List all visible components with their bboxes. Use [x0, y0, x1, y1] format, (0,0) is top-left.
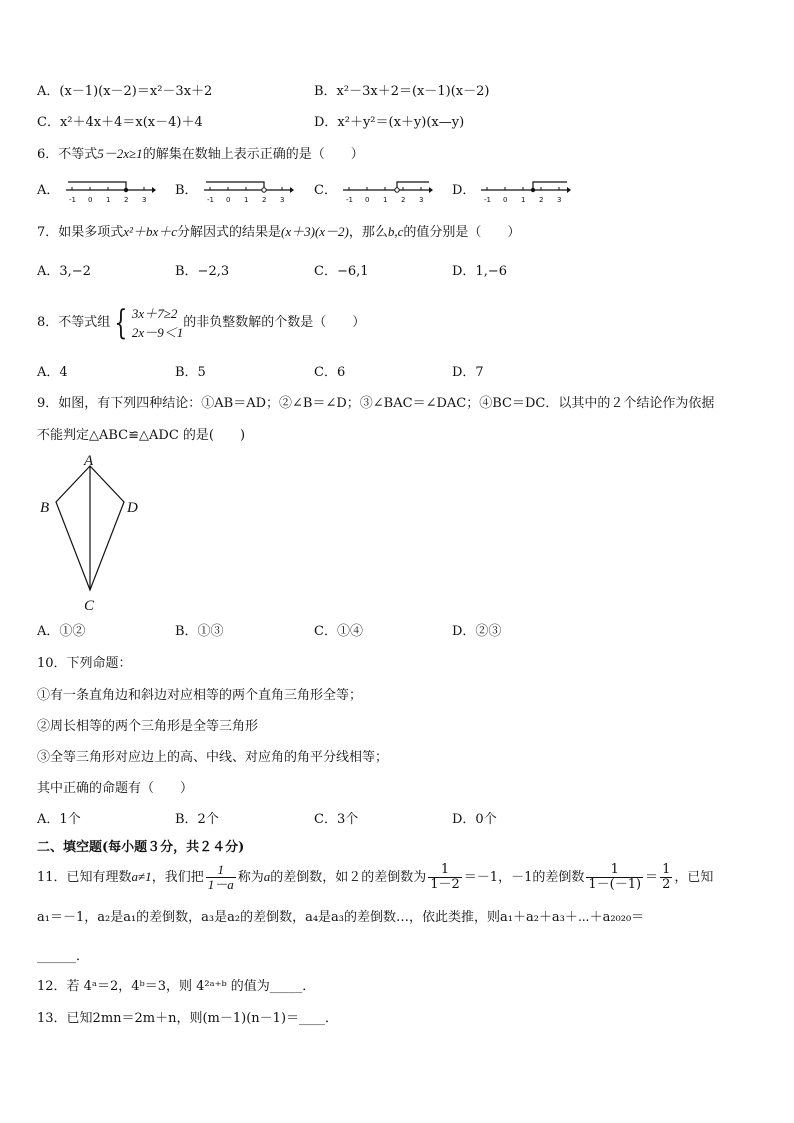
tick-label: 1: [521, 196, 526, 204]
q11-text: ，已知: [674, 870, 714, 885]
tick-label: -1: [207, 196, 214, 204]
tick-label: 1: [383, 196, 388, 204]
q11-line-2: a₁＝－1，a₂是a₁的差倒数，a₃是a₂的差倒数，a₄是a₃的差倒数…，依此类推，则a₁＋a₂＋a₃＋⋯＋a₂₀₂₀＝: [37, 910, 645, 925]
q11-denominator: 2: [662, 877, 671, 892]
tick-label: 1: [244, 196, 249, 204]
q7-expr-bc: b,c: [387, 224, 404, 239]
q11-expr: a≠1: [131, 869, 152, 884]
q11-line-1: [37, 860, 713, 895]
q11-numerator: 1: [206, 863, 236, 878]
q7-text: 分解因式的结果是: [177, 225, 282, 240]
tick-label: -1: [346, 196, 353, 204]
q6-numberline-c: [339, 176, 433, 204]
q11-text: 称为: [237, 870, 264, 885]
q6-label-c: C．: [314, 183, 337, 198]
q10-option-c: C．3个: [314, 812, 359, 827]
q9-option-b: B．①③: [175, 624, 224, 639]
q7-option-d: D．1,−6: [452, 264, 507, 279]
q11-text: 11．已知有理数: [37, 870, 132, 885]
q11-fraction-ex1: [428, 863, 462, 892]
vertex-label-b: B: [40, 500, 50, 516]
q6-numberline-b: [200, 176, 294, 204]
q7-text: ，那么: [348, 225, 388, 240]
q7-stem: [37, 223, 520, 242]
q11-expr: ＝－1: [463, 870, 499, 885]
section-title-fill-in: 二、填空题(每小题３分，共２４分): [37, 840, 245, 855]
q7-text: 7．如果多项式: [37, 225, 124, 240]
tick-label: -1: [69, 196, 76, 204]
q11-blank: ______．: [37, 949, 90, 964]
q10-statement-1: ①有一条直角边和斜边对应相等的两个直角三角形全等；: [37, 688, 363, 703]
q11-denominator: 1－2: [430, 877, 460, 892]
q8-option-a: A．4: [37, 365, 68, 380]
q6-label-d: D．: [452, 183, 476, 198]
tick-label: -1: [484, 196, 491, 204]
q9-option-a: A．①②: [37, 624, 86, 639]
q11-fraction-ex2: [586, 863, 643, 892]
tick-label: 0: [503, 196, 508, 204]
q6-label-a: A．: [37, 183, 60, 198]
q10-stem: 10．下列命题：: [37, 656, 132, 671]
q7-option-a: A．3,−2: [37, 264, 91, 279]
q9-line-2: 不能判定△ABC≌△ADC 的是( ): [37, 428, 246, 443]
q6-numberline-a: [62, 176, 156, 204]
q12-text: 12．若 4ᵃ＝2，4ᵇ＝3，则 4²ᵃ⁺ᵇ 的值为_____．: [37, 979, 316, 994]
tick-label: 0: [226, 196, 231, 204]
q11-text: ，我们把: [151, 870, 204, 885]
q10-statement-3: ③全等三角形对应边上的高、中线、对应角的角平分线相等；: [37, 750, 389, 765]
q10-option-d: D．0个: [452, 812, 497, 827]
tick-label: 3: [557, 196, 562, 204]
q7-expr-poly: x²＋bx＋c: [123, 224, 177, 239]
tick-label: 0: [365, 196, 370, 204]
q11-denominator: 1－(－1): [588, 877, 642, 892]
vertex-label-c: C: [84, 598, 95, 614]
vertex-label-a: A: [84, 453, 94, 469]
q8-stem: [37, 304, 365, 342]
q10-option-b: B．2个: [175, 812, 219, 827]
q11-numerator: 1: [428, 863, 462, 878]
q11-numerator: 1: [586, 863, 643, 878]
q9-option-c: C．①④: [314, 624, 363, 639]
q5-option-b: B．x²－3x＋2＝(x－1)(x－2): [314, 84, 490, 99]
q6-numberline-d: [477, 176, 571, 204]
q11-fraction-half: [660, 863, 672, 892]
q9-line-1: 9．如图，有下列四种结论：①AB＝AD；②∠B＝∠D；③∠BAC＝∠DAC；④BC＝DC．以其中的２个结论作为依据: [37, 396, 715, 411]
q11-expr: a: [263, 869, 271, 884]
q11-expr: ＝: [645, 870, 659, 885]
q5-option-a: A．(x－1)(x－2)＝x²－3x＋2: [37, 84, 213, 99]
q10-statement-2: ②周长相等的两个三角形是全等三角形: [37, 719, 259, 734]
tick-label: 3: [142, 196, 147, 204]
q11-text: 的差倒数，如２的差倒数为: [270, 870, 427, 885]
q9-kite-figure: [36, 452, 146, 623]
q13-text: 13．已知2mn＝2m＋n，则(m－1)(n－1)＝____．: [37, 1011, 339, 1026]
q7-option-c: C．−6,1: [314, 264, 369, 279]
q11-numerator: 1: [662, 862, 671, 877]
q8-suffix: 的非负整数解的个数是（ ）: [183, 315, 366, 330]
tick-label: 1: [106, 196, 111, 204]
q11-text: ，－1的差倒数: [498, 870, 585, 885]
tick-label: 2: [262, 196, 267, 204]
q9-option-d: D．②③: [452, 624, 502, 639]
vertex-label-d: D: [127, 500, 138, 516]
tick-label: 2: [124, 196, 129, 204]
q8-option-c: C．6: [314, 365, 346, 380]
tick-label: 3: [280, 196, 285, 204]
tick-label: 3: [419, 196, 424, 204]
q10-ask: 其中正确的命题有（ ）: [37, 781, 194, 796]
q11-denominator: 1－a: [207, 877, 234, 892]
q8-option-d: D．7: [452, 365, 484, 380]
q8-inequality-2: 2x－9＜1: [131, 325, 184, 340]
q8-system: [132, 304, 183, 342]
q6-stem-prefix: 6．不等式: [37, 147, 98, 162]
q5-option-c: C．x²＋4x＋4＝x(x－4)＋4: [37, 115, 203, 130]
tick-label: 0: [88, 196, 93, 204]
q10-option-a: A．1个: [37, 812, 81, 827]
q6-stem-suffix: 的解集在数轴上表示正确的是（ ）: [142, 147, 364, 162]
brace-icon: {: [114, 303, 128, 343]
q7-option-b: B．−2,3: [175, 264, 230, 279]
q8-prefix: 8．不等式组: [37, 315, 111, 330]
q8-inequality-1: 3x＋7≥2: [131, 306, 178, 321]
q8-option-b: B．5: [175, 365, 206, 380]
tick-label: 2: [539, 196, 544, 204]
q7-text: 的值分别是（ ）: [403, 225, 521, 240]
q6-stem-expr: 5－2x≥1: [97, 146, 143, 161]
q7-expr-factor: (x＋3)(x－2): [281, 224, 349, 239]
q6-label-b: B．: [175, 183, 198, 198]
q6-stem: [37, 145, 364, 164]
q5-option-d: D．x²＋y²＝(x＋y)(x—y): [314, 115, 465, 130]
q11-fraction-def: [206, 863, 236, 892]
tick-label: 2: [401, 196, 406, 204]
